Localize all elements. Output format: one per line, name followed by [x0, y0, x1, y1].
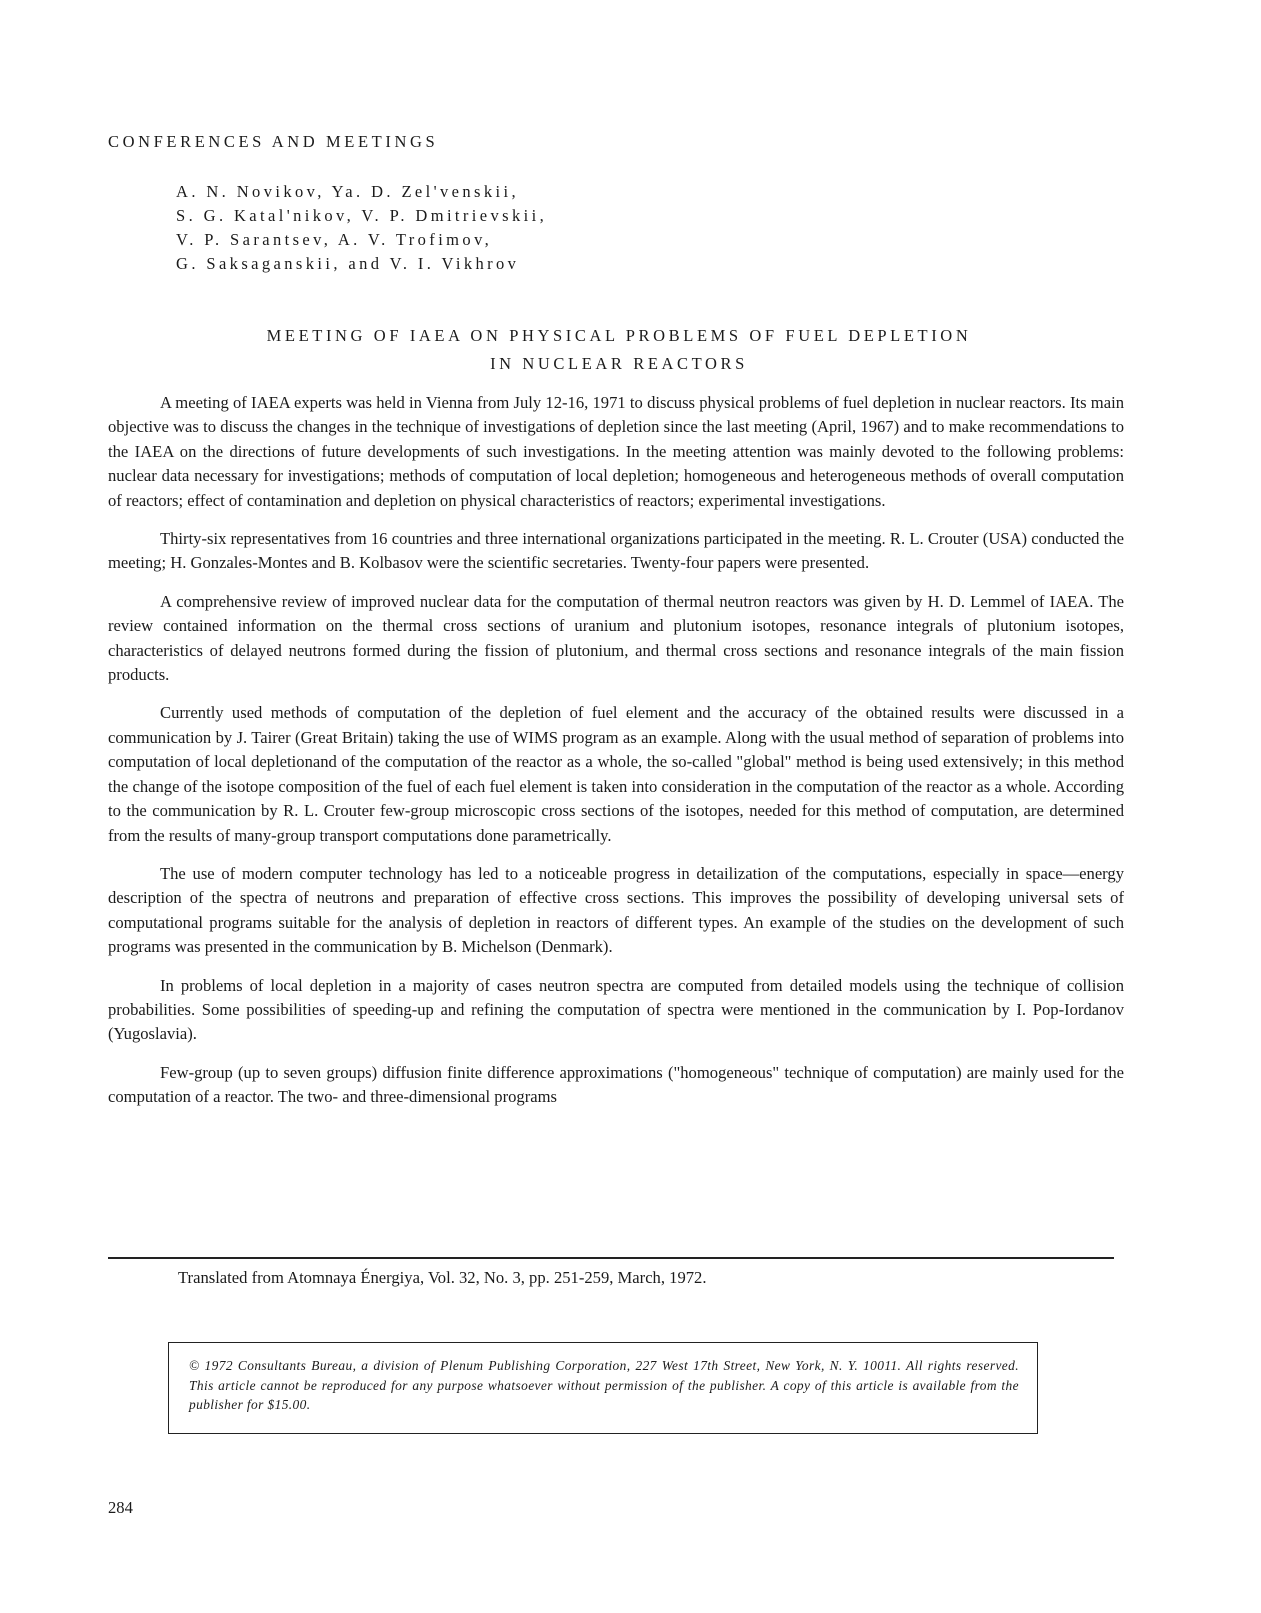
page-number: 284 — [108, 1498, 133, 1517]
paragraph: In problems of local depletion in a majority of cases neutron spectra are computed from detailed models using the technique of collision probabilities. Some possibilities of speeding-up and refining the computation of spectra were mentioned in the communication by I. Pop-Iordanov (Yugoslavia). — [108, 975, 1124, 1044]
author-line: S. G. Katal'nikov, V. P. Dmitrievskii, — [176, 206, 548, 225]
author-line: V. P. Sarantsev, A. V. Trofimov, — [176, 230, 493, 249]
copyright-notice — [168, 1342, 1038, 1434]
article-title — [108, 322, 1130, 378]
author-line: A. N. Novikov, Ya. D. Zel'venskii, — [176, 182, 519, 201]
paragraph: Thirty-six representatives from 16 countries and three international organizations participated in the meeting. R. L. Crouter (USA) conducted the meeting; H. Gonzales-Montes and B. Kolbasov were the scientific secretaries. Twenty-four papers were presented. — [108, 529, 1124, 573]
paragraph: Currently used methods of computation of the depletion of fuel element and the accuracy of the obtained results were discussed in a communication by J. Tairer (Great Britain) taking the use of WIMS program as an example. Along with the usual method of separation of problems into computation of local depletionand of the computation of the reactor as a whole, the so-called "global" method is being used extensively; in this method the change of the isotope composition of the fuel of each fuel element is taken into consideration in the computation of the reactor as a whole. According to the communication by R. L. Crouter few-group microscopic cross sections of the isotopes, needed for this method of computation, are determined from the results of many-group transport computations done parametrically. — [108, 703, 1124, 845]
author-line: G. Saksaganskii, and V. I. Vikhrov — [176, 254, 520, 273]
paragraph: A comprehensive review of improved nuclear data for the computation of thermal neutron reactors was given by H. D. Lemmel of IAEA. The review contained information on the thermal cross sections of uranium and plutonium isotopes, resonance integrals of plutonium isotopes, characteristics of delayed neutrons formed during the fission of plutonium, and thermal cross sections and resonance integrals of the main fission products. — [108, 591, 1124, 685]
title-line: MEETING OF IAEA ON PHYSICAL PROBLEMS OF FUEL DEPLETION — [266, 326, 972, 345]
paragraph: A meeting of IAEA experts was held in Vienna from July 12-16, 1971 to discuss physical problems of fuel depletion in nuclear reactors. Its main objective was to discuss the changes in the technique of investigations of depletion since the last meeting (April, 1967) and to make recommendations to the IAEA on the directions of future developments of such investigations. In the meeting attention was mainly devoted to the following problems: nuclear data necessary for investigations; methods of computation of local depletion; homogeneous and heterogeneous methods of overall computation of reactors; effect of contamination and depletion on physical characteristics of reactors; experimental investigations. — [108, 393, 1124, 510]
article-body — [108, 391, 1124, 1124]
copyright-text: © 1972 Consultants Bureau, a division of Plenum Publishing Corporation, 227 West 17th Street, New York, N. Y. 10011. All rights reserved. This article cannot be reproduced for any purpose whatsoever without permission of the publisher. A copy of this article is available from the publisher for $15.00. — [189, 1358, 1019, 1412]
section-heading: CONFERENCES AND MEETINGS — [108, 132, 439, 151]
translation-footnote: Translated from Atomnaya Énergiya, Vol. 32, No. 3, pp. 251-259, March, 1972. — [178, 1268, 707, 1287]
footnote-divider — [108, 1257, 1114, 1259]
paragraph: The use of modern computer technology has led to a noticeable progress in detailization of the computations, especially in space—energy description of the spectra of neutrons and preparation of effective cross sections. This improves the possibility of developing universal sets of computational programs suitable for the analysis of depletion in reactors of different types. An example of the studies on the development of such programs was presented in the communication by B. Michelson (Denmark). — [108, 863, 1124, 957]
paragraph: Few-group (up to seven groups) diffusion finite difference approximations ("homogeneous" technique of computation) are mainly used for the computation of a reactor. The two- and three-dimensional programs — [108, 1062, 1124, 1107]
author-list — [176, 180, 547, 276]
title-line: IN NUCLEAR REACTORS — [490, 354, 748, 373]
